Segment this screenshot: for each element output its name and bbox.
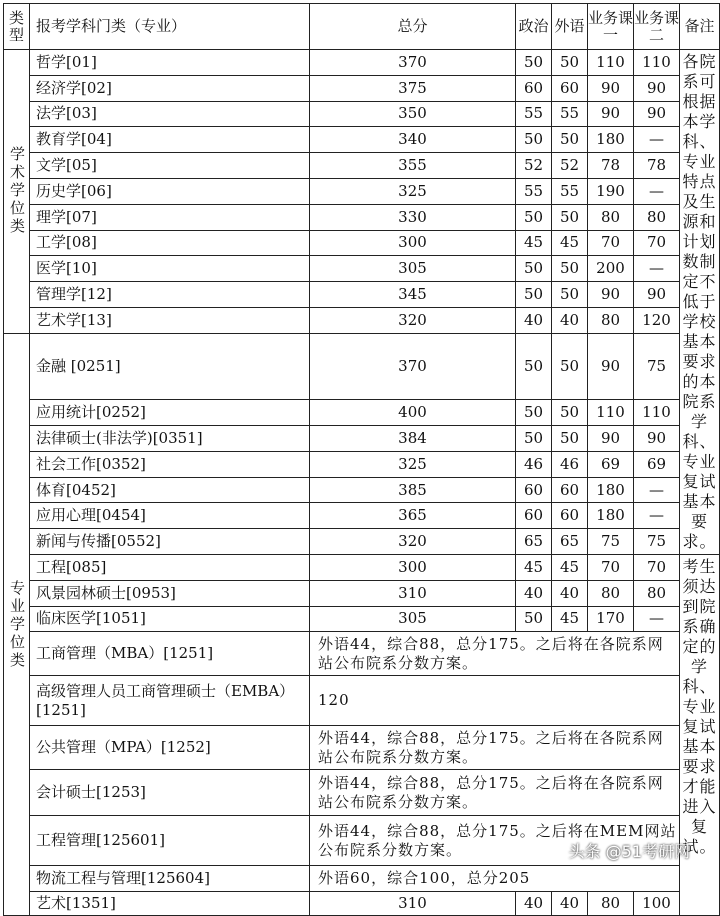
subject-name: 新闻与传播[0552]: [30, 529, 310, 555]
note-academic: 各院系可根据本学科、专业特点及生源和计划数制定不低于学校基本要求的本院系学科、专业复试基本要求。: [680, 50, 720, 555]
table-row: [4, 400, 720, 426]
total-score: 330: [310, 204, 516, 230]
total-score: 325: [310, 451, 516, 477]
subject-name: 社会工作[0352]: [30, 451, 310, 477]
table-row: [4, 50, 720, 76]
subject-name: 工商管理（MBA）[1251]: [30, 632, 310, 676]
c1-score: 80: [588, 892, 634, 916]
subject-name: 金融 [0251]: [30, 333, 310, 399]
subject-name: 工程管理[125601]: [30, 816, 310, 866]
total-score: 305: [310, 256, 516, 282]
politics-score: 50: [516, 282, 552, 308]
subject-name: 风景园林硕士[0953]: [30, 580, 310, 606]
politics-score: 50: [516, 606, 552, 632]
total-score: 300: [310, 555, 516, 581]
table-row: [4, 153, 720, 179]
subject-name: 物流工程与管理[125604]: [30, 866, 310, 892]
total-score: 345: [310, 282, 516, 308]
table-row: [4, 503, 720, 529]
foreign-score: 55: [552, 178, 588, 204]
course2-score: —: [634, 477, 680, 503]
foreign-score: 60: [552, 477, 588, 503]
table-row: [4, 282, 720, 308]
course2-score: 80: [634, 204, 680, 230]
total-score: 320: [310, 529, 516, 555]
course1-score: 110: [588, 400, 634, 426]
subject-name: 艺术学[13]: [30, 307, 310, 333]
course2-score: —: [634, 256, 680, 282]
subject-name: 公共管理（MPA）[1252]: [30, 726, 310, 770]
course2-score: 90: [634, 101, 680, 127]
course1-score: 90: [588, 101, 634, 127]
table-row: [4, 426, 720, 452]
subject-name: 临床医学[1051]: [30, 606, 310, 632]
politics-score: 50: [516, 50, 552, 76]
total-score: 325: [310, 178, 516, 204]
total-score: 370: [310, 50, 516, 76]
table-row: [4, 555, 720, 581]
table-row: [4, 101, 720, 127]
table-row: [4, 451, 720, 477]
total-score: 310: [310, 892, 516, 916]
course1-score: 200: [588, 256, 634, 282]
header-note: 备注: [680, 4, 720, 50]
foreign-score: 40: [552, 307, 588, 333]
course1-score: 110: [588, 50, 634, 76]
politics-score: 52: [516, 153, 552, 179]
course1-score: 70: [588, 230, 634, 256]
header-course2: 业务课二: [634, 4, 680, 50]
merged-requirement: 外语60，综合100，总分205: [310, 866, 680, 892]
foreign-score: 65: [552, 529, 588, 555]
politics-score: 55: [516, 178, 552, 204]
foreign-score: 60: [552, 75, 588, 101]
course1-score: 80: [588, 580, 634, 606]
course1-score: 75: [588, 529, 634, 555]
course2-score: 90: [634, 75, 680, 101]
course1-score: 90: [588, 75, 634, 101]
course2-score: 110: [634, 400, 680, 426]
subject-name: 法学[03]: [30, 101, 310, 127]
politics-score: 60: [516, 75, 552, 101]
table-row: [4, 606, 720, 632]
total-score: 365: [310, 503, 516, 529]
foreign-score: 60: [552, 503, 588, 529]
foreign-score: 50: [552, 426, 588, 452]
header-course1: 业务课一: [588, 4, 634, 50]
foreign-score: 45: [552, 230, 588, 256]
course2-score: —: [634, 127, 680, 153]
foreign-score: 50: [552, 333, 588, 399]
course2-score: —: [634, 503, 680, 529]
total-score: 400: [310, 400, 516, 426]
foreign-score: 50: [552, 50, 588, 76]
note-professional: 考生须达到院系确定的学科、专业复试基本要求才能进入复试。: [680, 555, 720, 916]
course1-score: 180: [588, 127, 634, 153]
pol-score: 40: [516, 892, 552, 916]
eng-score: 40: [552, 892, 588, 916]
course1-score: 90: [588, 333, 634, 399]
course2-score: —: [634, 606, 680, 632]
politics-score: 40: [516, 580, 552, 606]
foreign-score: 55: [552, 101, 588, 127]
course2-score: 90: [634, 282, 680, 308]
foreign-score: 52: [552, 153, 588, 179]
course2-score: 90: [634, 426, 680, 452]
header-subject: 报考学科门类（专业）: [30, 4, 310, 50]
foreign-score: 45: [552, 606, 588, 632]
politics-score: 50: [516, 426, 552, 452]
total-score: 305: [310, 606, 516, 632]
politics-score: 50: [516, 333, 552, 399]
politics-score: 45: [516, 555, 552, 581]
foreign-score: 50: [552, 400, 588, 426]
subject-name: 历史学[06]: [30, 178, 310, 204]
course2-score: 78: [634, 153, 680, 179]
subject-name: 哲学[01]: [30, 50, 310, 76]
table-row: [4, 230, 720, 256]
total-score: 340: [310, 127, 516, 153]
politics-score: 60: [516, 503, 552, 529]
header-total: 总分: [310, 4, 516, 50]
total-score: 375: [310, 75, 516, 101]
politics-score: 46: [516, 451, 552, 477]
course2-score: 70: [634, 555, 680, 581]
subject-name: 法律硕士(非法学)[0351]: [30, 426, 310, 452]
foreign-score: 40: [552, 580, 588, 606]
subject-name: 文学[05]: [30, 153, 310, 179]
course1-score: 180: [588, 503, 634, 529]
foreign-score: 50: [552, 256, 588, 282]
subject-name: 管理学[12]: [30, 282, 310, 308]
subject-name: 应用统计[0252]: [30, 400, 310, 426]
politics-score: 65: [516, 529, 552, 555]
politics-score: 50: [516, 204, 552, 230]
politics-score: 50: [516, 127, 552, 153]
merged-requirement: 120: [310, 676, 680, 726]
course2-score: 80: [634, 580, 680, 606]
subject-name: 工学[08]: [30, 230, 310, 256]
course1-score: 190: [588, 178, 634, 204]
group-label-academic: 学术学位类: [4, 50, 30, 334]
table-row: [4, 726, 720, 770]
course1-score: 80: [588, 307, 634, 333]
merged-requirement: 外语44，综合88，总分175。之后将在MEM网站公布院系分数方案。: [310, 816, 680, 866]
foreign-score: 50: [552, 127, 588, 153]
total-score: 320: [310, 307, 516, 333]
merged-requirement: 外语44，综合88，总分175。之后将在各院系网站公布院系分数方案。: [310, 632, 680, 676]
subject-name: 教育学[04]: [30, 127, 310, 153]
merged-requirement: 外语44，综合88，总分175。之后将在各院系网站公布院系分数方案。: [310, 770, 680, 816]
subject-name: 应用心理[0454]: [30, 503, 310, 529]
course2-score: 75: [634, 529, 680, 555]
foreign-score: 46: [552, 451, 588, 477]
foreign-score: 45: [552, 555, 588, 581]
table-row: [4, 632, 720, 676]
total-score: 384: [310, 426, 516, 452]
subject-name: 会计硕士[1253]: [30, 770, 310, 816]
total-score: 350: [310, 101, 516, 127]
header-type: 类型: [4, 4, 30, 50]
table-row: [4, 477, 720, 503]
table-row: [4, 75, 720, 101]
total-score: 310: [310, 580, 516, 606]
course2-score: —: [634, 178, 680, 204]
course1-score: 69: [588, 451, 634, 477]
course1-score: 90: [588, 426, 634, 452]
table-row: [4, 676, 720, 726]
subject-name: 体育[0452]: [30, 477, 310, 503]
subject-name: 经济学[02]: [30, 75, 310, 101]
table-row: [4, 178, 720, 204]
course1-score: 180: [588, 477, 634, 503]
header-politics: 政治: [516, 4, 552, 50]
header-foreign: 外语: [552, 4, 588, 50]
course2-score: 120: [634, 307, 680, 333]
politics-score: 40: [516, 307, 552, 333]
subject-name: 理学[07]: [30, 204, 310, 230]
group-label-professional: 专业学位类: [4, 333, 30, 916]
politics-score: 50: [516, 400, 552, 426]
subject-name: 高级管理人员工商管理硕士（EMBA）[1251]: [30, 676, 310, 726]
header-row: [4, 4, 720, 50]
subject-name: 医学[10]: [30, 256, 310, 282]
foreign-score: 50: [552, 204, 588, 230]
course2-score: 75: [634, 333, 680, 399]
course1-score: 170: [588, 606, 634, 632]
total-score: 300: [310, 230, 516, 256]
c2-score: 100: [634, 892, 680, 916]
table-row: [4, 127, 720, 153]
course2-score: 70: [634, 230, 680, 256]
score-table-container: [3, 3, 720, 916]
total-score: 385: [310, 477, 516, 503]
politics-score: 60: [516, 477, 552, 503]
politics-score: 50: [516, 256, 552, 282]
table-row: [4, 892, 720, 916]
score-table: [3, 3, 720, 916]
subject-name: 工程[085]: [30, 555, 310, 581]
politics-score: 45: [516, 230, 552, 256]
table-row: [4, 580, 720, 606]
course1-score: 90: [588, 282, 634, 308]
table-row: [4, 256, 720, 282]
course1-score: 80: [588, 204, 634, 230]
watermark: 头条 @51考研网: [568, 842, 690, 861]
course1-score: 70: [588, 555, 634, 581]
table-row: [4, 204, 720, 230]
foreign-score: 50: [552, 282, 588, 308]
course2-score: 110: [634, 50, 680, 76]
total-score: 370: [310, 333, 516, 399]
merged-requirement: 外语44，综合88，总分175。之后将在各院系网站公布院系分数方案。: [310, 726, 680, 770]
table-row: [4, 333, 720, 399]
course2-score: 69: [634, 451, 680, 477]
politics-score: 55: [516, 101, 552, 127]
table-row: [4, 770, 720, 816]
total-score: 355: [310, 153, 516, 179]
table-row: [4, 307, 720, 333]
course1-score: 78: [588, 153, 634, 179]
table-row: [4, 866, 720, 892]
subject-name: 艺术[1351]: [30, 892, 310, 916]
table-row: [4, 529, 720, 555]
